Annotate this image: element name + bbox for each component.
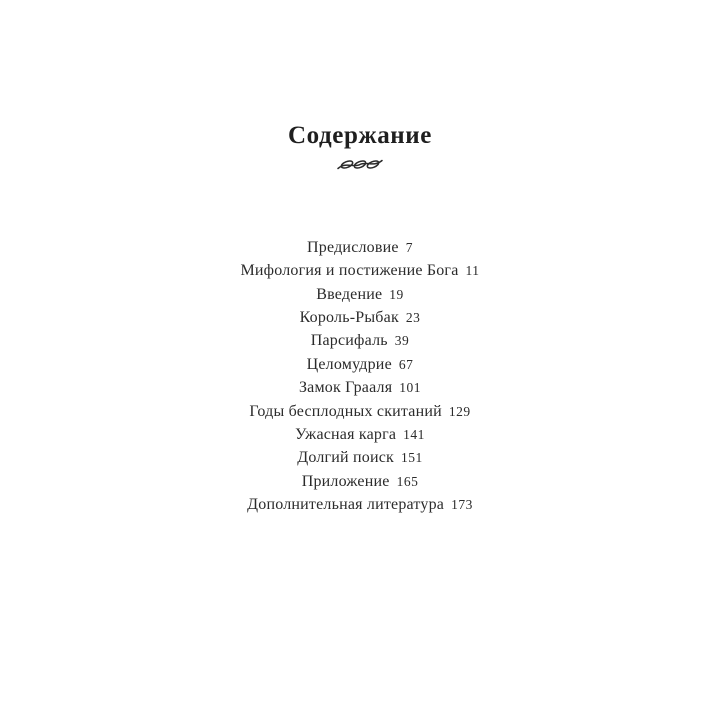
toc-entry-page-number: 39 bbox=[394, 333, 410, 349]
toc-entry bbox=[0, 376, 720, 399]
toc-entry-page-number: 7 bbox=[405, 239, 413, 255]
toc-entry bbox=[0, 259, 720, 282]
toc-entry bbox=[0, 400, 720, 423]
table-of-contents bbox=[0, 236, 720, 517]
toc-entry bbox=[0, 446, 720, 469]
toc-entry bbox=[0, 329, 720, 352]
toc-entry-label: Король-Рыбак bbox=[299, 308, 399, 326]
toc-entry bbox=[0, 493, 720, 516]
toc-entry bbox=[0, 306, 720, 329]
toc-entry-label: Дополнительная литература bbox=[247, 496, 445, 514]
toc-entry-page-number: 165 bbox=[396, 473, 419, 489]
toc-entry bbox=[0, 353, 720, 376]
toc-entry-label: Предисловие bbox=[307, 238, 399, 256]
toc-entry-page-number: 23 bbox=[405, 309, 421, 325]
toc-entry-label: Приложение bbox=[301, 472, 390, 490]
toc-entry-label: Годы бесплодных скитаний bbox=[249, 402, 442, 420]
toc-entry-page-number: 11 bbox=[465, 263, 480, 279]
toc-entry-label: Парсифаль bbox=[310, 332, 388, 350]
toc-entry-label: Долгий поиск bbox=[297, 449, 395, 467]
toc-entry-label: Мифология и постижение Бога bbox=[240, 262, 459, 280]
toc-entry-page-number: 67 bbox=[398, 356, 414, 372]
toc-entry-page-number: 101 bbox=[399, 380, 422, 396]
toc-entry bbox=[0, 236, 720, 259]
page-title: Содержание bbox=[287, 122, 432, 149]
toc-entry-page-number: 129 bbox=[448, 403, 471, 419]
toc-entry-page-number: 19 bbox=[389, 286, 404, 302]
braid-ornament-icon bbox=[0, 158, 720, 172]
toc-entry bbox=[0, 470, 720, 493]
toc-entry bbox=[0, 423, 720, 446]
toc-entry-label: Введение bbox=[316, 285, 383, 303]
toc-entry-page-number: 151 bbox=[401, 450, 423, 466]
toc-entry-label: Целомудрие bbox=[306, 355, 392, 373]
toc-entry-page-number: 173 bbox=[451, 497, 473, 513]
toc-entry-page-number: 141 bbox=[403, 427, 425, 442]
toc-entry-label: Ужасная карга bbox=[295, 426, 397, 443]
toc-entry-label: Замок Грааля bbox=[298, 379, 393, 397]
toc-entry bbox=[0, 283, 720, 306]
